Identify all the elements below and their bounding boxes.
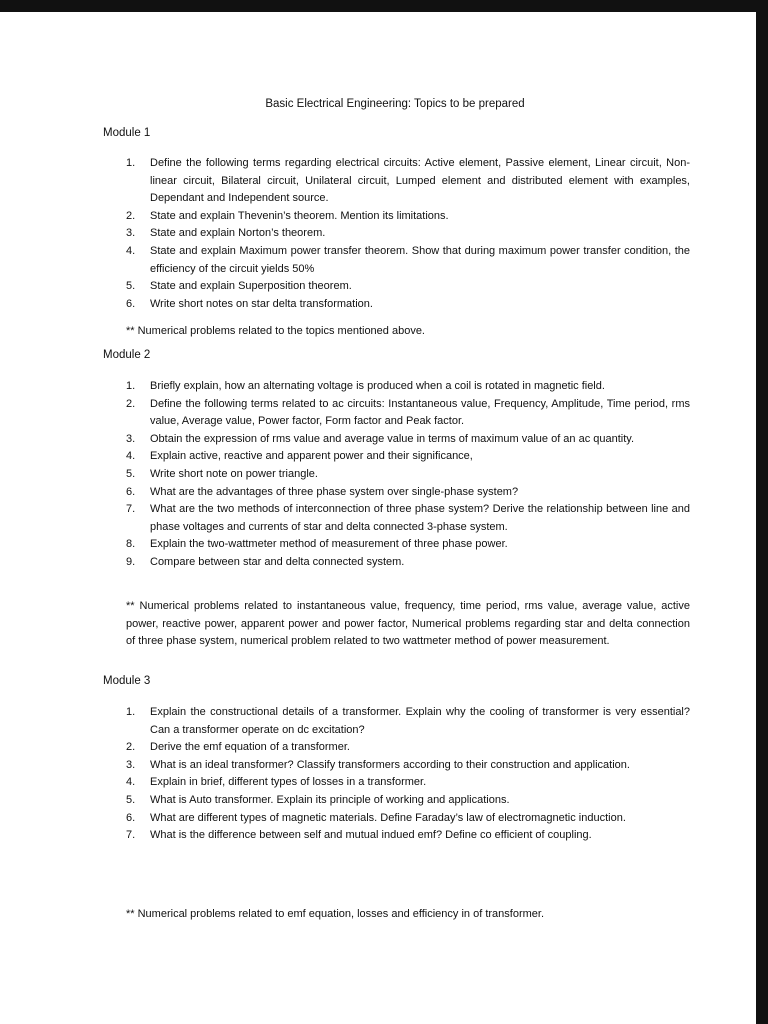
item-number: 5. xyxy=(126,793,136,806)
item-number: 1. xyxy=(126,157,136,169)
list-item xyxy=(104,501,690,536)
item-number: 4. xyxy=(126,244,136,257)
list-item xyxy=(104,827,690,845)
list-item xyxy=(104,757,690,775)
item-number: 5. xyxy=(126,280,136,293)
list-item xyxy=(104,296,690,314)
item-text: State and explain Thevenin’s theorem. Mention its limitations. xyxy=(150,209,449,222)
list-item xyxy=(104,554,690,572)
item-number: 4. xyxy=(126,776,136,789)
item-text: Compare between star and delta connected system. xyxy=(150,555,405,568)
list-item xyxy=(104,396,690,431)
item-text: Write short note on power triangle. xyxy=(150,467,318,480)
list-item xyxy=(104,484,690,502)
document-title: Basic Electrical Engineering: Topics to be prepared xyxy=(265,98,525,110)
item-number: 2. xyxy=(126,209,136,222)
item-text: Write short notes on star delta transformation. xyxy=(150,297,373,310)
list-item xyxy=(104,739,690,757)
list-item xyxy=(104,208,690,226)
module-2-note: ** Numerical problems related to instantaneous value, frequency, time period, rms value, average value, active power, reactive power, apparent power and power factor, Numerical problems regarding star and delta connection of three phase system, numerical problem related to two wattmeter method of power measurement. xyxy=(126,600,690,648)
list-item xyxy=(104,278,690,296)
item-text: What are different types of magnetic materials. Define Faraday’s law of electromagnetic induction. xyxy=(150,811,626,824)
module-1-note: ** Numerical problems related to the topics mentioned above. xyxy=(126,325,425,337)
module-3-heading: Module 3 xyxy=(103,675,151,687)
list-item xyxy=(104,704,690,739)
list-item xyxy=(104,448,690,466)
item-number: 3. xyxy=(126,432,136,445)
item-text: State and explain Norton’s theorem. xyxy=(150,227,326,240)
item-text: Define the following terms regarding electrical circuits: Active element, Passive element, Linear circuit, Non-linear circuit, Bilateral circuit, Unilateral circuit, Lumped element and distributed element with examples, Dependant and Independent source. xyxy=(150,157,690,205)
item-number: 5. xyxy=(126,467,136,480)
item-number: 8. xyxy=(126,538,136,551)
list-item xyxy=(104,243,690,278)
module-2-heading: Module 2 xyxy=(103,349,151,361)
list-item xyxy=(104,378,690,396)
module-3-list xyxy=(104,704,690,845)
list-item xyxy=(104,774,690,792)
item-text: Explain in brief, different types of losses in a transformer. xyxy=(150,776,427,789)
item-text: Obtain the expression of rms value and average value in terms of maximum value of an ac quantity. xyxy=(150,432,635,445)
item-text: What is the difference between self and mutual indued emf? Define co efficient of coupling. xyxy=(150,829,592,842)
list-item xyxy=(104,225,690,243)
document-page xyxy=(0,12,756,1024)
module-2-list xyxy=(104,378,690,572)
list-item xyxy=(104,431,690,449)
item-text: Explain the constructional details of a transformer. Explain why the cooling of transformer is very essential? Can a transformer operate on dc excitation? xyxy=(150,706,690,736)
item-number: 4. xyxy=(126,450,136,463)
item-number: 6. xyxy=(126,297,136,310)
item-number: 7. xyxy=(126,829,136,842)
item-text: What are the two methods of interconnection of three phase system? Derive the relationship between line and phase voltages and currents of star and delta connected 3-phase system. xyxy=(150,503,690,533)
item-text: Define the following terms related to ac circuits: Instantaneous value, Frequency, Amplitude, Time period, rms value, Average value, Power factor, Form factor and Peak factor. xyxy=(150,397,690,428)
list-item xyxy=(104,536,690,554)
item-number: 6. xyxy=(126,811,136,824)
item-number: 3. xyxy=(126,758,136,771)
module-3-note: ** Numerical problems related to emf equation, losses and efficiency in of transformer. xyxy=(126,908,544,920)
item-text: What is an ideal transformer? Classify transformers according to their construction and application. xyxy=(150,758,630,771)
item-number: 7. xyxy=(126,503,136,516)
item-number: 1. xyxy=(126,380,136,392)
item-number: 3. xyxy=(126,227,136,240)
item-number: 9. xyxy=(126,555,136,568)
item-number: 2. xyxy=(126,397,136,410)
item-text: Explain active, reactive and apparent power and their significance, xyxy=(150,450,473,463)
list-item xyxy=(104,155,690,208)
item-number: 2. xyxy=(126,741,136,754)
item-text: State and explain Superposition theorem. xyxy=(150,280,352,293)
list-item xyxy=(104,792,690,810)
item-text: Derive the emf equation of a transformer. xyxy=(150,741,350,754)
module-1-list xyxy=(104,155,690,313)
list-item xyxy=(104,466,690,484)
item-number: 1. xyxy=(126,706,136,718)
item-text: Explain the two-wattmeter method of measurement of three phase power. xyxy=(150,538,508,551)
item-number: 6. xyxy=(126,485,136,498)
item-text: What are the advantages of three phase system over single-phase system? xyxy=(150,485,519,498)
item-text: Briefly explain, how an alternating voltage is produced when a coil is rotated in magnetic field. xyxy=(150,380,605,392)
item-text: State and explain Maximum power transfer theorem. Show that during maximum power transfer condition, the efficiency of the circuit yields 50% xyxy=(150,244,690,275)
module-1-heading: Module 1 xyxy=(103,127,151,139)
item-text: What is Auto transformer. Explain its principle of working and applications. xyxy=(150,793,510,806)
list-item xyxy=(104,810,690,828)
